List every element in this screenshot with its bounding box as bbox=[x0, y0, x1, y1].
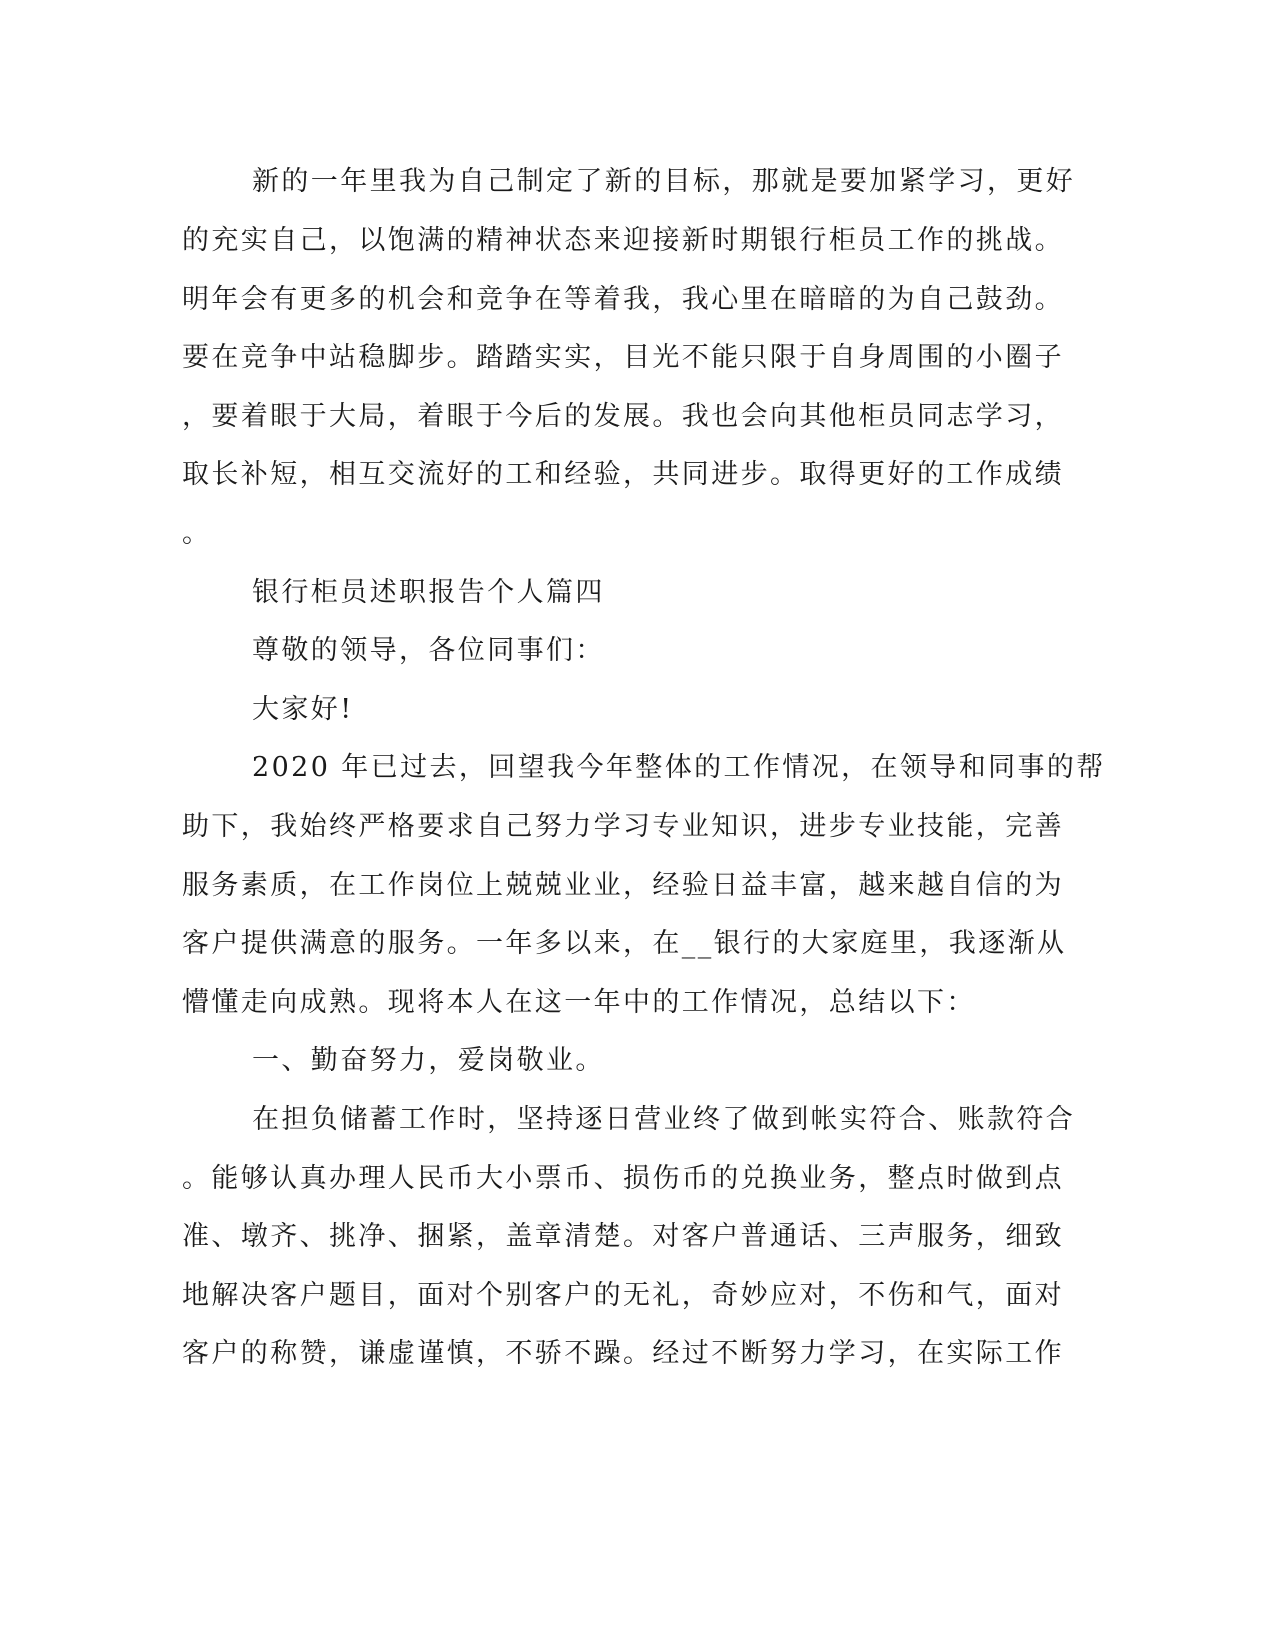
section-heading: 银行柜员述职报告个人篇四 bbox=[252, 577, 605, 608]
greeting: 大家好! bbox=[252, 694, 354, 725]
body-line: 的充实自己，以饱满的精神状态来迎接新时期银行柜员工作的挑战。 bbox=[182, 225, 1064, 256]
body-line: 要在竞争中站稳脚步。踏踏实实，目光不能只限于自身周围的小圈子 bbox=[182, 342, 1064, 373]
body-line: 。 bbox=[182, 518, 212, 549]
body-line: 准、墩齐、挑净、捆紧，盖章清楚。对客户普通话、三声服务，细致 bbox=[182, 1221, 1064, 1252]
body-line: 在担负储蓄工作时，坚持逐日营业终了做到帐实符合、账款符合 bbox=[252, 1104, 1076, 1135]
body-line: ，要着眼于大局，着眼于今后的发展。我也会向其他柜员同志学习， bbox=[182, 401, 1064, 432]
subsection-heading: 一、勤奋努力，爱岗敬业。 bbox=[252, 1045, 605, 1076]
body-line: 客户的称赞，谦虚谨慎，不骄不躁。经过不断努力学习，在实际工作 bbox=[182, 1338, 1064, 1369]
body-line: 地解决客户题目，面对个别客户的无礼，奇妙应对，不伤和气，面对 bbox=[182, 1280, 1064, 1311]
salutation: 尊敬的领导，各位同事们： bbox=[252, 635, 605, 666]
body-line: 新的一年里我为自己制定了新的目标，那就是要加紧学习，更好 bbox=[252, 166, 1076, 197]
body-line: 2020 年已过去，回望我今年整体的工作情况，在领导和同事的帮 bbox=[252, 752, 1106, 783]
body-line: 服务素质，在工作岗位上兢兢业业，经验日益丰富，越来越自信的为 bbox=[182, 870, 1064, 901]
body-line: 助下，我始终严格要求自己努力学习专业知识，进步专业技能，完善 bbox=[182, 811, 1064, 842]
body-line: 取长补短，相互交流好的工和经验，共同进步。取得更好的工作成绩 bbox=[182, 459, 1064, 490]
body-line: 明年会有更多的机会和竞争在等着我，我心里在暗暗的为自己鼓劲。 bbox=[182, 284, 1064, 315]
body-line: 懵懂走向成熟。现将本人在这一年中的工作情况，总结以下： bbox=[182, 987, 976, 1018]
body-line: 客户提供满意的服务。一年多以来，在__银行的大家庭里，我逐渐从 bbox=[182, 928, 1067, 959]
body-line: 。能够认真办理人民币大小票币、损伤币的兑换业务，整点时做到点 bbox=[182, 1163, 1064, 1194]
